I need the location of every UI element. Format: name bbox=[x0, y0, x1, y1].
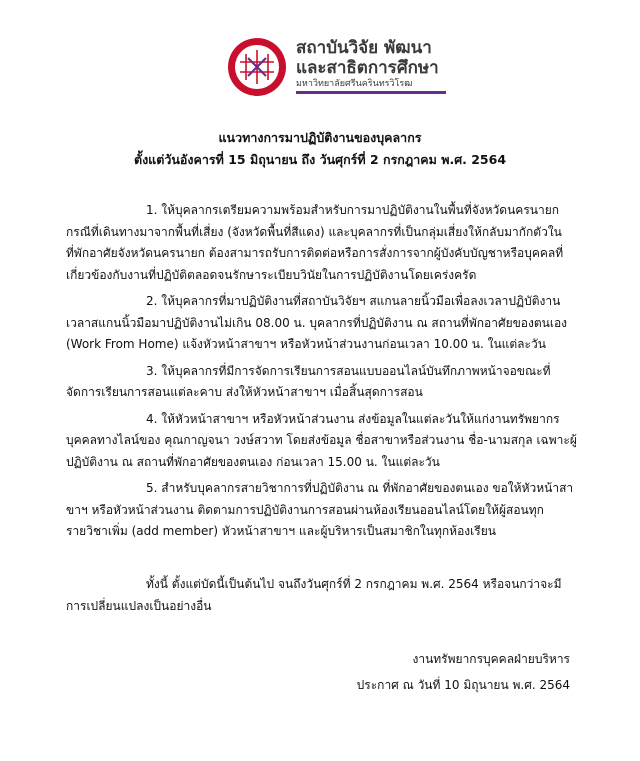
university-name: มหาวิทยาลัยศรีนครินทรวิโรฒ bbox=[296, 79, 413, 89]
announce-date: ประกาศ ณ วันที่ 10 มิถุนายน พ.ศ. 2564 bbox=[356, 678, 570, 692]
document-subtitle: ตั้งแต่วันอังคารที่ 15 มิถุนายน ถึง วันศุกร์ที่ 2 กรกฎาคม พ.ศ. 2564 bbox=[133, 152, 507, 167]
paragraph-2: 2. ให้บุคลากรที่มาปฏิบัติงานที่สถาบันวิจัยฯ สแกนลายนิ้วมือเพื่อลงเวลาปฏิบัติงาน เวลาสแกนนิ้วมือมาปฏิบัติงานไม่เกิน 08.00 น. บุคลากรที่ปฏิบัติงาน ณ สถานที่พักอาศัยของตนเอง (Work From Home) แจ้งหัวหน้าสาขาฯ หรือหัวหน้าส่วนงานก่อนเวลา 10.00 น. ในแต่ละวัน bbox=[66, 294, 568, 351]
signature-unit: งานทรัพยากรบุคคลฝ่ายบริหาร bbox=[412, 652, 570, 666]
institute-name-line2: และสาธิตการศึกษา bbox=[296, 58, 439, 78]
accent-bar bbox=[296, 91, 446, 94]
institute-seal-icon bbox=[226, 36, 288, 98]
paragraph-5: 5. สำหรับบุคลากรสายวิชาการที่ปฏิบัติงาน ณ ที่พักอาศัยของตนเอง ขอให้หัวหน้าสาขาฯ หรือหัวหน้าส่วนงาน ติดตามการปฏิบัติงานการสอนผ่านห้องเรียนออนไลน์โดยให้ผู้สอนทุกรายวิชาเพิ่ม (add member) หัวหน้าสาขาฯ และผู้บริหารเป็นสมาชิกในทุกห้องเรียน bbox=[66, 481, 574, 538]
closing-paragraph: ทั้งนี้ ตั้งแต่บัดนี้เป็นต้นไป จนถึงวันศุกร์ที่ 2 กรกฎาคม พ.ศ. 2564 หรือจนกว่าจะมีการเปลี่ยนแปลงเป็นอย่างอื่น bbox=[66, 577, 562, 613]
document-body bbox=[66, 200, 578, 543]
institute-name-line1: สถาบันวิจัย พัฒนา bbox=[296, 38, 432, 58]
letterhead bbox=[226, 36, 486, 98]
paragraph-3: 3. ให้บุคลากรที่มีการจัดการเรียนการสอนแบบออนไลน์บันทึกภาพหน้าจอขณะที่จัดการเรียนการสอนแต่ละคาบ ส่งให้หัวหน้าสาขาฯ เมื่อสิ้นสุดการสอน bbox=[66, 363, 551, 399]
document-title: แนวทางการมาปฏิบัติงานของบุคลากร bbox=[218, 130, 422, 145]
institute-name bbox=[296, 38, 446, 94]
paragraph-4: 4. ให้หัวหน้าสาขาฯ หรือหัวหน้าส่วนงาน ส่งข้อมูลในแต่ละวันให้แก่งานทรัพยากรบุคคลทางไลน์ของ คุณกาญจนา วงษ์สวาท โดยส่งข้อมูล ชื่อสาขาหรือส่วนงาน ชื่อ-นามสกุล เฉพาะผู้ปฏิบัติงาน ณ สถานที่พักอาศัยของตนเอง ก่อนเวลา 15.00 น. ในแต่ละวัน bbox=[66, 411, 577, 469]
paragraph-1: 1. ให้บุคลากรเตรียมความพร้อมสำหรับการมาปฏิบัติงานในพื้นที่จังหวัดนครนายก กรณีที่เดินทางมาจากพื้นที่เสี่ยง (จังหวัดพื้นที่สีแดง) และบุคลากรที่เป็นกลุ่มเสี่ยงให้กลับมากักตัวในที่พักอาศัยจังหวัดนครนายก ต้องสามารถรับการติดต่อหรือการสั่งการจากผู้บังคับบัญชาหรือบุคคลที่เกี่ยวข้องกับงานที่ปฏิบัติตลอดจนรักษาระเบียบวินัยในการปฏิบัติงานโดยเคร่งครัด bbox=[66, 203, 564, 282]
